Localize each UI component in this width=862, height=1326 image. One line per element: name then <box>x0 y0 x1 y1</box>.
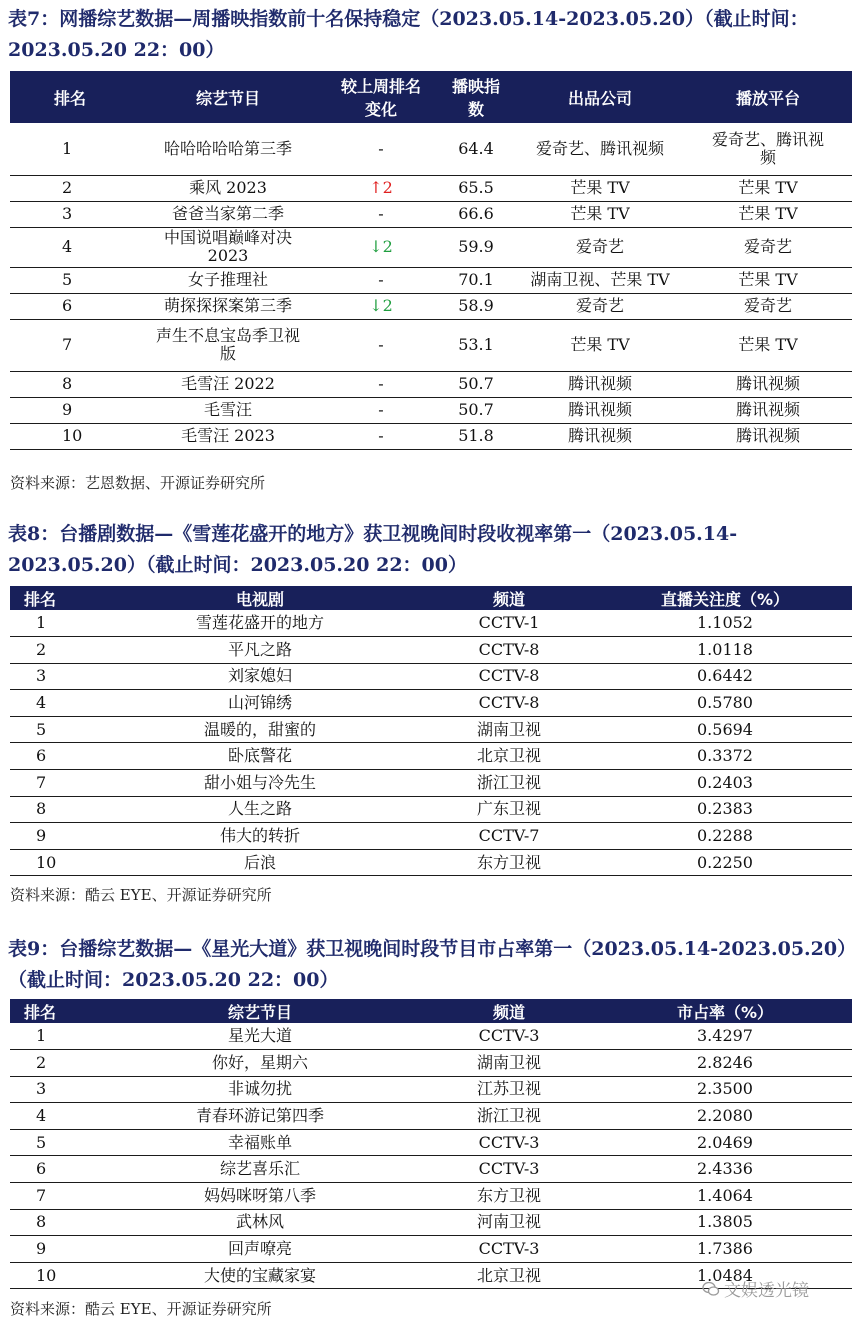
table9-header-row <box>10 999 852 1023</box>
cell-company: 爱奇艺、腾讯视频 <box>516 123 684 175</box>
cell-show: 乘风 2023 <box>130 175 326 201</box>
cell-rank: 2 <box>10 637 100 664</box>
cell-share: 2.4336 <box>598 1156 852 1183</box>
cell-rank: 6 <box>10 293 130 319</box>
cell-rank: 7 <box>10 770 100 797</box>
cell-rank: 7 <box>10 319 130 371</box>
table7-source: 资料来源：艺恩数据、开源证券研究所 <box>10 474 266 492</box>
cell-rank: 9 <box>10 823 100 850</box>
cell-rank: 10 <box>10 1262 100 1289</box>
table-row <box>10 227 852 267</box>
cell-rank: 3 <box>10 201 130 227</box>
table7-caption: 表7：网播综艺数据—周播映指数前十名保持稳定（2023.05.14-2023.05.20）（截止时间：2023.05.20 22：00） <box>8 8 809 61</box>
cell-index: 65.5 <box>436 175 516 201</box>
cell-index: 64.4 <box>436 123 516 175</box>
table-row <box>10 690 852 717</box>
cell-channel: 东方卫视 <box>420 1183 598 1210</box>
cell-drama: 平凡之路 <box>100 637 420 664</box>
cell-platform: 爱奇艺 <box>684 293 852 319</box>
cell-drama: 后浪 <box>100 849 420 876</box>
cell-drama: 伟大的转折 <box>100 823 420 850</box>
table7-header-row <box>10 71 852 123</box>
header-channel: 频道 <box>492 589 525 609</box>
table8 <box>10 586 852 876</box>
cell-rank: 9 <box>10 397 130 423</box>
cell-show: 中国说唱巅峰对决2023 <box>130 227 326 267</box>
cell-change: - <box>326 123 436 175</box>
cell-company: 腾讯视频 <box>516 371 684 397</box>
cell-rank: 4 <box>10 690 100 717</box>
watermark-text: 文娱透光镜 <box>724 1281 809 1301</box>
cell-rank: 4 <box>10 1103 100 1130</box>
cell-show: 回声嘹亮 <box>100 1236 420 1263</box>
cell-rating: 0.2250 <box>598 849 852 876</box>
cell-index: 50.7 <box>436 397 516 423</box>
header-drama: 电视剧 <box>235 589 284 609</box>
cell-company: 爱奇艺 <box>516 293 684 319</box>
table-row <box>10 1156 852 1183</box>
cell-drama: 卧底警花 <box>100 743 420 770</box>
cell-change: - <box>326 319 436 371</box>
table-row <box>10 610 852 637</box>
cell-rating: 0.2403 <box>598 770 852 797</box>
cell-index: 53.1 <box>436 319 516 371</box>
cell-platform: 芒果 TV <box>684 319 852 371</box>
cell-change: - <box>326 397 436 423</box>
header-share: 市占率（%） <box>676 1002 774 1022</box>
cell-rank: 3 <box>10 1076 100 1103</box>
cell-drama: 温暖的，甜蜜的 <box>100 716 420 743</box>
cell-channel: 浙江卫视 <box>420 1103 598 1130</box>
cell-index: 70.1 <box>436 267 516 293</box>
cell-share: 3.4297 <box>598 1023 852 1050</box>
table-row <box>10 1050 852 1077</box>
cell-rank: 10 <box>10 423 130 449</box>
cell-change: - <box>326 267 436 293</box>
header-change: 较上周排名变化 <box>340 77 421 119</box>
table-row <box>10 371 852 397</box>
cell-channel: CCTV-8 <box>420 637 598 664</box>
header-show: 综艺节目 <box>227 1002 292 1022</box>
header-rank: 排名 <box>24 589 57 609</box>
table-row <box>10 267 852 293</box>
cell-rating: 1.0118 <box>598 637 852 664</box>
cell-rating: 1.1052 <box>598 610 852 637</box>
cell-channel: 浙江卫视 <box>420 770 598 797</box>
cell-channel: 河南卫视 <box>420 1209 598 1236</box>
cell-show: 非诚勿扰 <box>100 1076 420 1103</box>
cell-company: 腾讯视频 <box>516 423 684 449</box>
cell-company: 芒果 TV <box>516 319 684 371</box>
cell-change: - <box>326 423 436 449</box>
cell-rating: 0.5780 <box>598 690 852 717</box>
header-show: 综艺节目 <box>195 88 260 108</box>
header-company: 出品公司 <box>567 88 632 108</box>
cell-platform: 爱奇艺、腾讯视频 <box>684 123 852 175</box>
cell-rank: 9 <box>10 1236 100 1263</box>
cell-channel: 东方卫视 <box>420 849 598 876</box>
table-row <box>10 637 852 664</box>
table9 <box>10 999 852 1289</box>
cell-rank: 1 <box>10 610 100 637</box>
cell-show: 毛雪汪 2022 <box>130 371 326 397</box>
cell-rank: 3 <box>10 663 100 690</box>
cell-index: 59.9 <box>436 227 516 267</box>
cell-change: ↓2 <box>326 227 436 267</box>
table-row <box>10 1103 852 1130</box>
table-row <box>10 1023 852 1050</box>
cell-show: 星光大道 <box>100 1023 420 1050</box>
cell-index: 66.6 <box>436 201 516 227</box>
table9-source: 资料来源：酷云 EYE、开源证券研究所 <box>10 1300 272 1318</box>
cell-drama: 人生之路 <box>100 796 420 823</box>
cell-show: 爸爸当家第二季 <box>130 201 326 227</box>
cell-show: 声生不息宝岛季卫视版 <box>130 319 326 371</box>
cell-channel: CCTV-8 <box>420 690 598 717</box>
cell-drama: 甜小姐与冷先生 <box>100 770 420 797</box>
cell-show: 女子推理社 <box>130 267 326 293</box>
cell-change: ↑2 <box>326 175 436 201</box>
cell-rank: 1 <box>10 123 130 175</box>
cell-platform: 腾讯视频 <box>684 423 852 449</box>
cell-channel: CCTV-8 <box>420 663 598 690</box>
cell-rank: 6 <box>10 743 100 770</box>
wechat-icon <box>702 1280 720 1298</box>
cell-drama: 刘家媳妇 <box>100 663 420 690</box>
cell-channel: CCTV-3 <box>420 1236 598 1263</box>
table-row <box>10 1183 852 1210</box>
cell-channel: 北京卫视 <box>420 743 598 770</box>
cell-show: 大使的宝藏家宴 <box>100 1262 420 1289</box>
cell-show: 青春环游记第四季 <box>100 1103 420 1130</box>
cell-change: - <box>326 371 436 397</box>
cell-rank: 8 <box>10 371 130 397</box>
cell-rank: 5 <box>10 1129 100 1156</box>
cell-share: 2.3500 <box>598 1076 852 1103</box>
cell-platform: 芒果 TV <box>684 267 852 293</box>
cell-index: 58.9 <box>436 293 516 319</box>
cell-rating: 0.6442 <box>598 663 852 690</box>
cell-platform: 腾讯视频 <box>684 371 852 397</box>
watermark <box>702 1276 809 1301</box>
cell-channel: 湖南卫视 <box>420 1050 598 1077</box>
table-row <box>10 123 852 175</box>
table-row <box>10 743 852 770</box>
cell-platform: 芒果 TV <box>684 175 852 201</box>
cell-company: 湖南卫视、芒果 TV <box>516 267 684 293</box>
cell-show: 武林风 <box>100 1209 420 1236</box>
table9-caption: 表9：台播综艺数据—《星光大道》获卫视晚间时段节目市占率第一（2023.05.14-2023.05.20）（截止时间：2023.05.20 22：00） <box>8 938 847 991</box>
cell-channel: CCTV-7 <box>420 823 598 850</box>
table-row <box>10 293 852 319</box>
cell-platform: 芒果 TV <box>684 201 852 227</box>
table8-header-row <box>10 586 852 610</box>
cell-platform: 爱奇艺 <box>684 227 852 267</box>
header-platform: 播放平台 <box>735 88 800 108</box>
cell-show: 妈妈咪呀第八季 <box>100 1183 420 1210</box>
cell-index: 51.8 <box>436 423 516 449</box>
cell-rank: 4 <box>10 227 130 267</box>
cell-channel: CCTV-3 <box>420 1129 598 1156</box>
table7 <box>10 71 852 450</box>
cell-channel: 江苏卫视 <box>420 1076 598 1103</box>
cell-show: 你好，星期六 <box>100 1050 420 1077</box>
cell-share: 1.4064 <box>598 1183 852 1210</box>
cell-rank: 7 <box>10 1183 100 1210</box>
table-row <box>10 770 852 797</box>
cell-show: 综艺喜乐汇 <box>100 1156 420 1183</box>
cell-rank: 6 <box>10 1156 100 1183</box>
cell-share: 1.3805 <box>598 1209 852 1236</box>
table-row <box>10 423 852 449</box>
table-row <box>10 716 852 743</box>
table-row <box>10 175 852 201</box>
header-rank: 排名 <box>24 1002 57 1022</box>
cell-show: 幸福账单 <box>100 1129 420 1156</box>
table-row <box>10 796 852 823</box>
cell-show: 萌探探探案第三季 <box>130 293 326 319</box>
cell-channel: 广东卫视 <box>420 796 598 823</box>
table-row <box>10 1209 852 1236</box>
table-row <box>10 823 852 850</box>
cell-rating: 0.2288 <box>598 823 852 850</box>
cell-platform: 腾讯视频 <box>684 397 852 423</box>
table8-caption: 表8：台播剧数据—《雪莲花盛开的地方》获卫视晚间时段收视率第一（2023.05.14-2023.05.20）（截止时间：2023.05.20 22：00） <box>8 523 738 576</box>
table-row <box>10 319 852 371</box>
cell-channel: CCTV-3 <box>420 1023 598 1050</box>
cell-rating: 0.3372 <box>598 743 852 770</box>
cell-show: 哈哈哈哈哈第三季 <box>130 123 326 175</box>
cell-company: 爱奇艺 <box>516 227 684 267</box>
cell-rank: 5 <box>10 267 130 293</box>
cell-change: ↓2 <box>326 293 436 319</box>
cell-company: 芒果 TV <box>516 175 684 201</box>
table-row <box>10 1076 852 1103</box>
table8-source: 资料来源：酷云 EYE、开源证券研究所 <box>10 886 272 904</box>
cell-show: 毛雪汪 <box>130 397 326 423</box>
cell-rank: 5 <box>10 716 100 743</box>
cell-change: - <box>326 201 436 227</box>
cell-rating: 0.2383 <box>598 796 852 823</box>
cell-channel: 北京卫视 <box>420 1262 598 1289</box>
header-index: 播映指数 <box>451 77 500 119</box>
cell-share: 2.0469 <box>598 1129 852 1156</box>
cell-rank: 8 <box>10 1209 100 1236</box>
table-row <box>10 397 852 423</box>
cell-show: 毛雪汪 2023 <box>130 423 326 449</box>
cell-company: 芒果 TV <box>516 201 684 227</box>
header-rank: 排名 <box>53 88 86 108</box>
cell-rank: 1 <box>10 1023 100 1050</box>
cell-rank: 2 <box>10 175 130 201</box>
cell-drama: 山河锦绣 <box>100 690 420 717</box>
cell-rank: 10 <box>10 849 100 876</box>
cell-share: 2.8246 <box>598 1050 852 1077</box>
cell-drama: 雪莲花盛开的地方 <box>100 610 420 637</box>
cell-channel: 湖南卫视 <box>420 716 598 743</box>
header-rating: 直播关注度（%） <box>660 589 790 609</box>
table-row <box>10 201 852 227</box>
table-row <box>10 1129 852 1156</box>
table-row <box>10 663 852 690</box>
cell-index: 50.7 <box>436 371 516 397</box>
cell-rating: 0.5694 <box>598 716 852 743</box>
cell-channel: CCTV-3 <box>420 1156 598 1183</box>
cell-share: 1.0484 <box>598 1262 852 1289</box>
cell-rank: 8 <box>10 796 100 823</box>
cell-share: 2.2080 <box>598 1103 852 1130</box>
table-row <box>10 849 852 876</box>
table-row <box>10 1236 852 1263</box>
cell-share: 1.7386 <box>598 1236 852 1263</box>
header-channel: 频道 <box>492 1002 525 1022</box>
cell-rank: 2 <box>10 1050 100 1077</box>
cell-channel: CCTV-1 <box>420 610 598 637</box>
cell-company: 腾讯视频 <box>516 397 684 423</box>
